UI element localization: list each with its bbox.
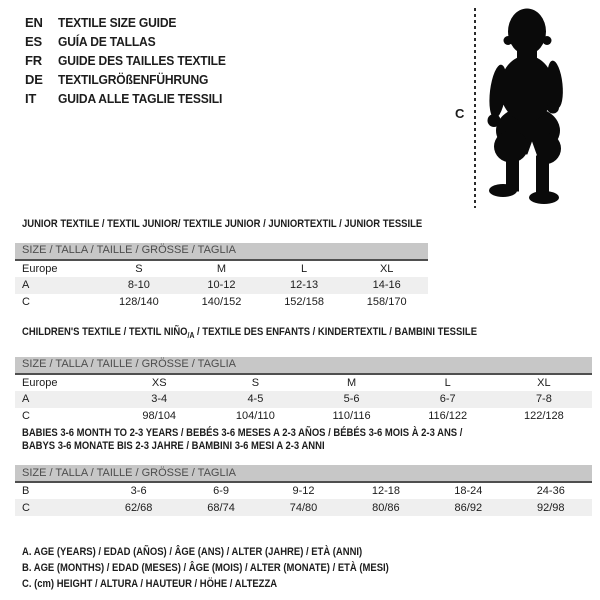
- title-fragment: BABIES 3-6 MONTH TO 2-3 YEARS / BEBÉS 3-6 MESES A 2-3 AÑOS / BÉBÉS 3-6 MOIS À 2-3 ANS /: [22, 427, 463, 439]
- table-row: [15, 294, 428, 311]
- row-label-cell: C: [15, 499, 97, 516]
- value-cell: 6-7: [400, 391, 496, 408]
- language-label: TEXTILGRÖßENFÜHRUNG: [58, 72, 209, 87]
- value-cell: 3-4: [111, 391, 207, 408]
- value-cell: 10-12: [180, 277, 263, 294]
- size-header-cell: SIZE / TALLA / TAILLE / GRÖSSE / TAGLIA: [15, 465, 592, 482]
- value-cell: 14-16: [345, 277, 428, 294]
- size-header-cell: SIZE / TALLA / TAILLE / GRÖSSE / TAGLIA: [15, 243, 428, 260]
- section-title-text: [22, 218, 422, 231]
- footnote-line: [22, 576, 449, 592]
- language-list: [25, 13, 238, 108]
- row-label-cell: A: [15, 391, 111, 408]
- section-title-line: [22, 427, 592, 440]
- size-table: [15, 465, 592, 516]
- language-label: GUIDA ALLE TAGLIE TESSILI: [58, 91, 223, 106]
- value-cell: 7-8: [496, 391, 592, 408]
- value-cell: 86/92: [427, 499, 509, 516]
- value-cell: 9-12: [292, 485, 315, 497]
- value-cell: 152/158: [284, 296, 324, 308]
- row-label-cell: C: [22, 296, 30, 308]
- height-measure-dotted-line: [474, 8, 476, 208]
- language-label: GUIDE DES TAILLES TEXTILE: [58, 53, 226, 68]
- value-cell: 4-5: [207, 391, 303, 408]
- title-subscript: /A: [187, 331, 195, 341]
- childrens-textile-section: [15, 326, 592, 425]
- footnote-line: [22, 560, 449, 576]
- language-code: FR: [25, 53, 42, 68]
- value-cell: L: [301, 262, 308, 275]
- table-row: [15, 260, 428, 277]
- row-label-cell: C: [22, 410, 30, 423]
- table-row: [15, 277, 428, 294]
- row-label-cell: A: [15, 277, 98, 294]
- value-cell: 74/80: [262, 499, 344, 516]
- footnote-text: A. AGE (YEARS) / EDAD (AÑOS) / ÂGE (ANS) / ALTER (JAHRE) / ETÀ (ANNI): [22, 546, 363, 558]
- section-title-line: [22, 440, 592, 453]
- value-cell: 140/152: [201, 296, 242, 308]
- section-title-text: [22, 326, 477, 343]
- value-cell: XL: [537, 376, 551, 389]
- value-cell: S: [135, 262, 143, 275]
- section-title: [15, 427, 592, 452]
- footnote-text: B. AGE (MONTHS) / EDAD (MESES) / ÂGE (MOIS) / ALTER (MONATE) / ETÀ (MESI): [22, 562, 389, 574]
- language-row: [25, 13, 238, 32]
- babies-textile-section: [15, 427, 592, 516]
- value-cell: 3-6: [130, 485, 147, 497]
- value-cell: 6-9: [213, 485, 229, 497]
- row-label-cell: Europe: [22, 262, 58, 275]
- value-cell: 12-18: [371, 485, 400, 497]
- value-cell: 98/104: [142, 410, 177, 423]
- junior-textile-section: [15, 218, 428, 311]
- section-title-line: [22, 326, 592, 343]
- value-cell: 158/170: [366, 296, 407, 308]
- section-title-line: [22, 218, 428, 231]
- value-cell: 92/98: [510, 499, 592, 516]
- language-label: TEXTILE SIZE GUIDE: [58, 15, 177, 30]
- value-cell: 18-24: [454, 485, 483, 497]
- title-fragment: / TEXTILE DES ENFANTS / KINDERTEXTIL / BAMBINI TESSILE: [194, 326, 478, 338]
- value-cell: 68/74: [180, 499, 262, 516]
- value-cell: XL: [379, 262, 394, 275]
- value-cell: 12-13: [263, 277, 346, 294]
- section-title-text: [22, 427, 462, 440]
- footnotes: [22, 544, 449, 592]
- title-fragment: CHILDREN'S TEXTILE / TEXTIL NIÑO: [22, 326, 188, 338]
- language-code: DE: [25, 72, 43, 87]
- table-row: [15, 374, 592, 391]
- size-table: [15, 243, 428, 311]
- row-label-cell: B: [22, 485, 30, 497]
- language-row: [25, 89, 238, 108]
- value-cell: 104/110: [235, 410, 275, 423]
- table-row: [15, 408, 592, 425]
- value-cell: 24-36: [536, 485, 565, 497]
- value-cell: M: [346, 376, 357, 389]
- title-fragment: JUNIOR TEXTILE / TEXTIL JUNIOR/ TEXTILE JUNIOR / JUNIORTEXTIL / JUNIOR TESSILE: [22, 218, 423, 230]
- size-header-cell: SIZE / TALLA / TAILLE / GRÖSSE / TAGLIA: [15, 357, 592, 374]
- section-title: [15, 218, 428, 231]
- value-cell: S: [251, 376, 260, 389]
- value-cell: 62/68: [97, 499, 179, 516]
- language-row: [25, 70, 238, 89]
- language-row: [25, 32, 238, 51]
- title-fragment: BABYS 3-6 MONATE BIS 2-3 JAHRE / BAMBINI 3-6 MESI A 2-3 ANNI: [22, 439, 325, 452]
- value-cell: XS: [151, 376, 167, 389]
- language-code: ES: [25, 34, 42, 49]
- section-title: [15, 326, 592, 343]
- size-header-row: [15, 465, 592, 482]
- section-title-text: [22, 440, 325, 453]
- size-header-row: [15, 357, 592, 374]
- language-row: [25, 51, 238, 70]
- table-row: [15, 482, 592, 499]
- footnote-line: [22, 544, 449, 560]
- value-cell: 80/86: [345, 499, 427, 516]
- size-header-row: [15, 243, 428, 260]
- value-cell: 110/116: [332, 410, 371, 423]
- value-cell: 5-6: [303, 391, 399, 408]
- size-table: [15, 357, 592, 425]
- figure-measure-label: C: [455, 106, 465, 121]
- table-row: [15, 391, 592, 408]
- value-cell: 8-10: [98, 277, 181, 294]
- language-code: IT: [25, 91, 37, 106]
- value-cell: 122/128: [524, 410, 564, 423]
- toddler-silhouette-icon: [483, 8, 567, 206]
- value-cell: L: [444, 376, 451, 389]
- value-cell: 116/122: [428, 410, 468, 423]
- row-label-cell: Europe: [22, 376, 58, 389]
- language-label: GUÍA DE TALLAS: [58, 34, 156, 49]
- footnote-text: C. (cm) HEIGHT / ALTURA / HAUTEUR / HÖHE / ALTEZZA: [22, 578, 278, 590]
- language-code: EN: [25, 15, 43, 30]
- value-cell: M: [216, 262, 227, 275]
- table-row: [15, 499, 592, 516]
- value-cell: 128/140: [119, 296, 159, 308]
